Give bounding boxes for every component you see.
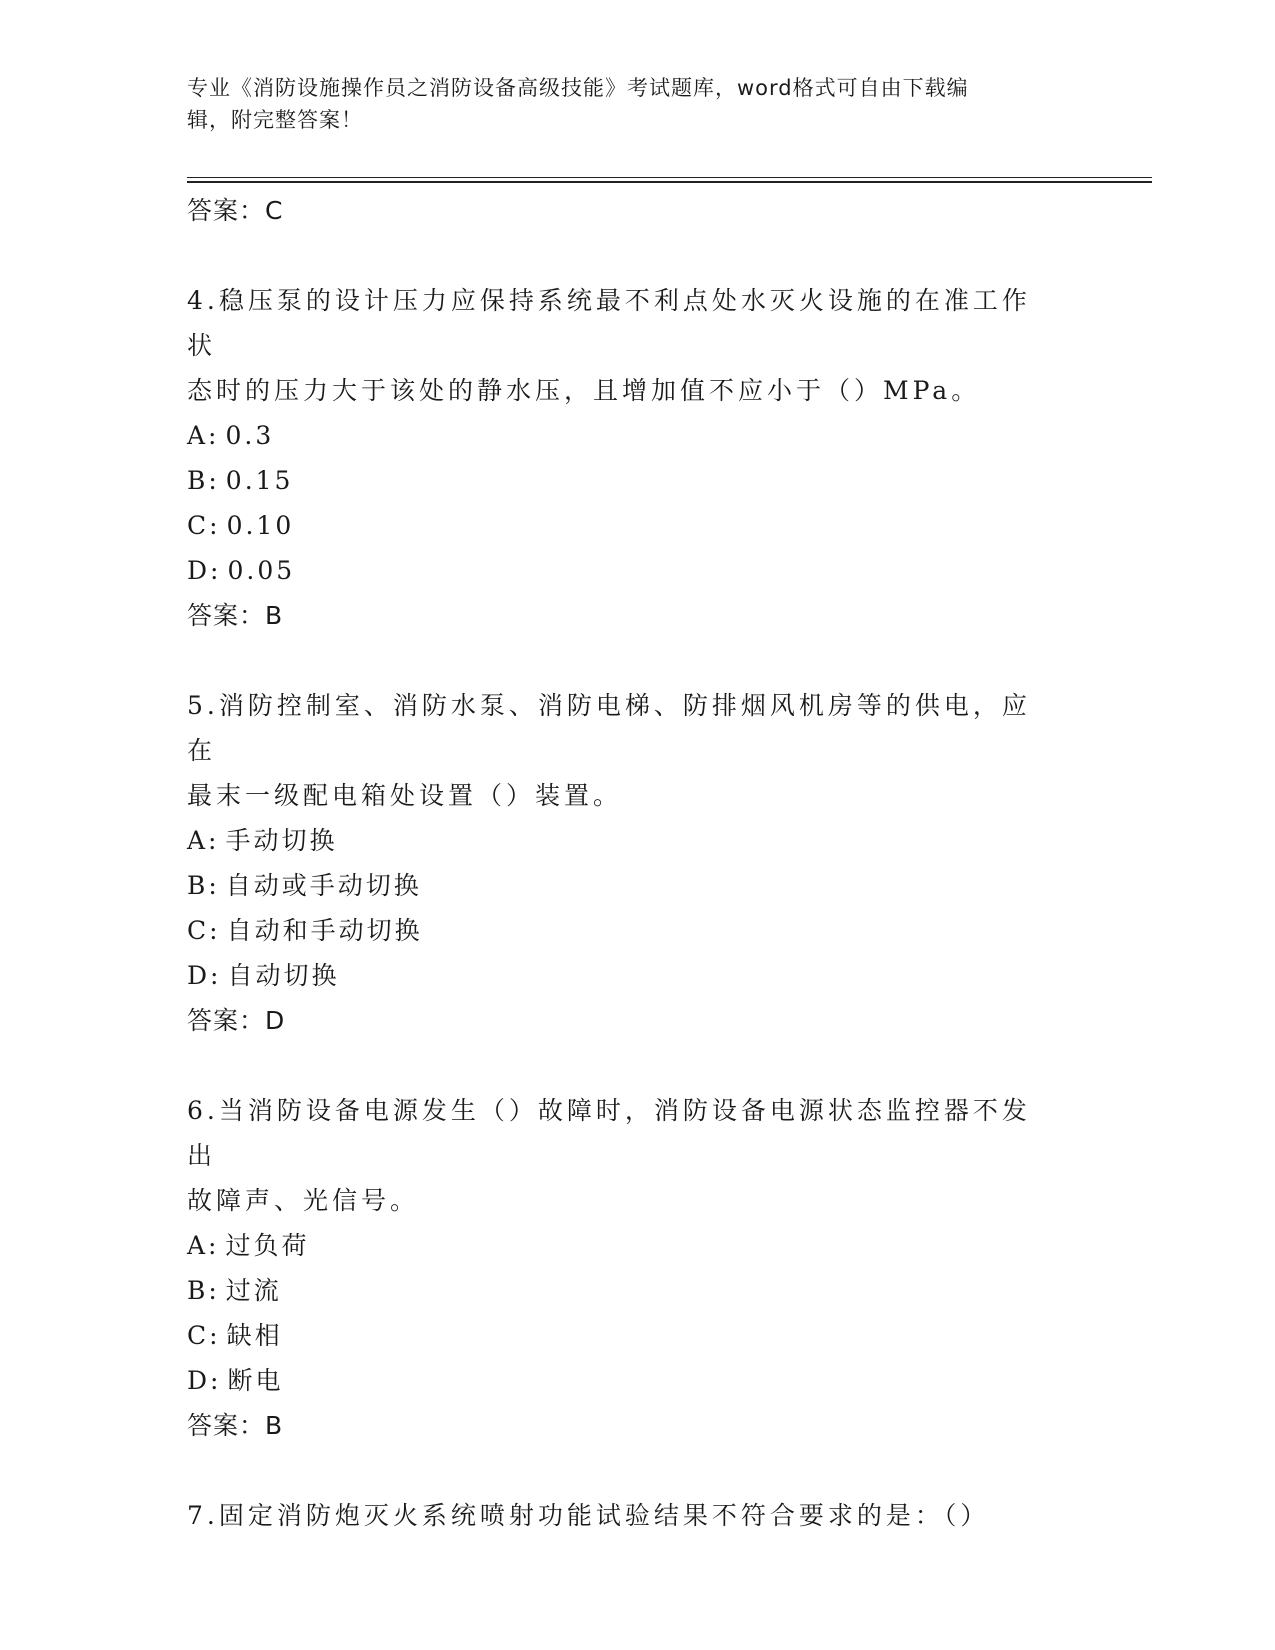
answer-line: 答案：B: [187, 601, 284, 630]
option-text: 0.05: [227, 556, 296, 585]
spacer: [187, 1448, 1067, 1493]
option-key: B:: [187, 466, 220, 495]
option-text: 断电: [227, 1366, 284, 1395]
option-c: [187, 503, 1067, 548]
answer-line: 答案：D: [187, 1006, 286, 1035]
option-text: 过流: [225, 1276, 282, 1305]
question-stem: [187, 1493, 1057, 1538]
header-line-1: 专业《消防设施操作员之消防设备高级技能》考试题库，word格式可自由下载编: [187, 76, 969, 100]
spacer: [187, 233, 1067, 278]
question-stem-line-1: 7.固定消防炮灭火系统喷射功能试验结果不符合要求的是：（）: [187, 1501, 990, 1530]
option-text: 手动切换: [225, 826, 338, 855]
option-key: B:: [187, 1276, 220, 1305]
question-stem-line-1: 6.当消防设备电源发生（）故障时，消防设备电源状态监控器不发出: [187, 1096, 1031, 1170]
option-key: D:: [187, 961, 222, 990]
option-text: 0.10: [226, 511, 295, 540]
question-stem-line-2: 态时的压力大于该处的静水压，且增加值不应小于（）MPa。: [187, 376, 981, 405]
option-c: [187, 1313, 1067, 1358]
option-key: C:: [187, 1321, 221, 1350]
option-key: C:: [187, 511, 221, 540]
option-b: [187, 863, 1067, 908]
option-text: 0.3: [225, 421, 275, 450]
answer-line: 答案：B: [187, 1411, 284, 1440]
option-c: [187, 908, 1067, 953]
option-key: B:: [187, 871, 220, 900]
header-divider-thin: [187, 177, 1152, 178]
question-stem-line-1: 4.稳压泵的设计压力应保持系统最不利点处水灭火设施的在准工作状: [187, 286, 1031, 360]
header-divider-thick: [187, 181, 1152, 183]
spacer: [187, 1043, 1067, 1088]
spacer: [187, 638, 1067, 683]
question-stem-line-2: 故障声、光信号。: [187, 1186, 420, 1215]
option-d: [187, 1358, 1067, 1403]
option-text: 0.15: [225, 466, 294, 495]
question-5: [187, 683, 1067, 1043]
question-4: [187, 278, 1067, 638]
option-text: 缺相: [226, 1321, 283, 1350]
option-text: 自动切换: [227, 961, 340, 990]
question-stem: [187, 278, 1057, 413]
option-text: 过负荷: [225, 1231, 310, 1260]
previous-answer: 答案：C: [187, 196, 284, 225]
option-text: 自动和手动切换: [226, 916, 423, 945]
option-text: 自动或手动切换: [225, 871, 422, 900]
header-line-2: 辑，附完整答案！: [187, 108, 363, 132]
option-key: A:: [187, 421, 220, 450]
option-key: A:: [187, 826, 220, 855]
question-stem-line-1: 5.消防控制室、消防水泵、消防电梯、防排烟风机房等的供电，应在: [187, 691, 1031, 765]
option-a: [187, 1223, 1067, 1268]
option-key: D:: [187, 556, 222, 585]
option-key: C:: [187, 916, 221, 945]
question-stem-line-2: 最末一级配电箱处设置（）装置。: [187, 781, 623, 810]
option-a: [187, 818, 1067, 863]
document-header: [187, 72, 1067, 136]
question-stem: [187, 1088, 1057, 1223]
option-b: [187, 1268, 1067, 1313]
option-key: D:: [187, 1366, 222, 1395]
option-d: [187, 953, 1067, 998]
option-a: [187, 413, 1067, 458]
option-b: [187, 458, 1067, 503]
question-stem: [187, 683, 1057, 818]
question-6: [187, 1088, 1067, 1448]
option-key: A:: [187, 1231, 220, 1260]
question-list: [187, 188, 1067, 1538]
question-7: [187, 1493, 1067, 1538]
option-d: [187, 548, 1067, 593]
